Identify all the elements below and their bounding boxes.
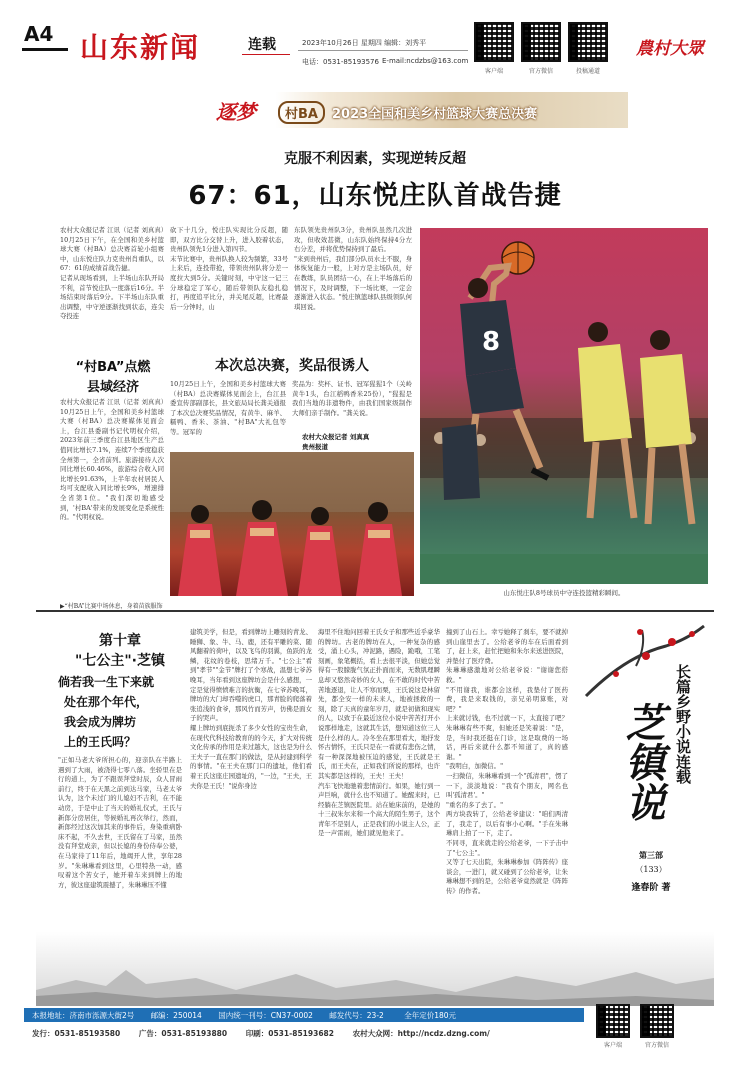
award-column-2: 奖品为：奖杯、证书、冠军猩猩1个（关岭黄牛1头，台江稻鸭香米25份），"猩猩是我们当地的非遗物件，由我们国家级制作大师们亲手制作。"龚关说。 [292, 380, 412, 417]
footer-web[interactable]: 农村大众网：http://ncdz.dzng.com/ [352, 1029, 490, 1038]
qr-code-footer-wechat[interactable] [640, 1004, 674, 1038]
footer-issue: 发行：0531-85193580 [32, 1029, 121, 1038]
header-date: 2023年10月26日 星期四 编辑：刘秀平 [302, 39, 427, 47]
footer-print: 印刷：0531-85193682 [245, 1029, 334, 1038]
lead-title: 67：61，山东悦庄队首战告捷 [188, 181, 562, 211]
qr-label: 官方微信 [644, 1042, 669, 1049]
serial-column-1: "正如马老大爷所担心的，迎亲队在半路上遇到了大雨，被浇得七零八落。坐轿里在是行的道上，为了不跟误拜堂时辰，众人冒雨前行，终于在天黑之前到达马家，马老太爷认为，这个未过门的儿媳妇不吉利，在不能动房，于是中止了当天的婚礼仪式，王氏与新郎分房居住，等候婚礼再次举行，然而，新郎经过这次加其来的事件后，身染重病卧床不起，不久去世，王氏留在了马家，虽然没有拜堂成亲，但以长媳的身份侍奉公婆，在马家待了11年后，地竭开人世，享年28岁。"朱琳琳看到这里，心里特热一动，感叹着这个苦女子，她开着车来到牌上的地方，彼这座建筑震撼了，朱琳琳压不懂 [58, 756, 182, 889]
footer-address: 本报地址：济南市泺源大街2号 [32, 1011, 135, 1020]
poem-line: 倘若我一生下来就 [58, 675, 155, 689]
qr-label: 官方微信 [528, 68, 553, 75]
serial-column-4: 撞到了山石上。幸亏她释了刹车，要不就掉到山崖里去了。公给老爷的车在后面看到了，赶上来，赶忙把她和朱尔来送进医院，并垫付了医疗费。 朱琳琳感激地对公给老爷说："谢谢您搭救。" "不用谢我，谁都会这样，我垫付了医药费，我是来取钱的，亲兄弟明算账，对吧？" 上来就讨钱，也不过就一下，太直接了吧？朱琳琳有些不爽，但她还是笑着说："是，是，当时我还挺在门诊，这是取费的一场话，再后来就什么都不知道了，真的感谢。" "我明白，加微信。" 一扫微信，朱琳琳看到一个"孤清君"，愣了一下，淡淡地说："我有个朋友，网名也叫'孤清君'。" "重名的多了去了。" 两方块我转了，公给老爷建议："咱们两清了，我走了，以后有事小心啊。"手在朱琳琳肩上拍了一下，走了。 不同寻，直来就走的公给老爷，一下子击中了"七公主"。 又等了七天出院，朱琳琳参加《阵阵传》座谈会，一进门，就又碰到了公给老爷，让朱琳琳想不到的是，公给老爷竟然就是《阵阵传》的作者。 [446, 628, 568, 896]
brand-logo: 農村大眾 [636, 39, 704, 59]
banner-badge: 村BA [278, 101, 325, 124]
qr-code-submit[interactable] [568, 22, 608, 62]
page-number: A4 [24, 22, 54, 46]
lead-column-3: 东队领先贵州队3分，贵州队虽然几次进攻，但收效甚微，山东队始终保持4分左右分差，并将优势保持到了最后。 "来到贵州后，我们部分队员水土不服，身体恢复能力一般，上对方是主场队员，好在教练，队员团结一心，在上半场落后的情况下，及时调整，下一场比赛，一定会逐渐进入状态。"悦庄镇篮球队县级领队何琪回说。 [294, 226, 412, 311]
footer-post-code: 邮发代号：23-2 [329, 1011, 384, 1020]
header-email: E-mail:ncdzbs@163.com [382, 57, 469, 65]
section-label: 连载 [248, 37, 276, 53]
award-byline-2: 贵州报道 [302, 443, 328, 451]
footer-postcode: 邮编：250014 [150, 1011, 202, 1020]
chapter-title: "七公主"·芝镇 [75, 653, 165, 669]
header-rule [298, 50, 468, 51]
serial-column-3: 海里不住地问回着王氏女子和那些近乎豪华的牌坊。古老的牌坊在人，一种复杂的感受，涌上心头，冲泥路，遇险，跪哦，工笔刻画，象笔概括，看上去很平淡，但她总觉得有一股朦胧气氛正扑面而来，无数肌理瞬息却又悠然奇妙的女人，在不敢的时代中苦苦地逐退，让人不寒而栗，王氏说这是林留先，都全安一样的未来人，地被拯救的一刻，除了天真的童年岁月，就是初做和现实的人，以致于在最近这位小说中苦苦打开小说那样地走，这就其生活，想知道这位三人是什么样的人。冷冬坐在那里看大，地抒发怀古情怀，王氏只是在一看就有悲伤之情，有一种深深地被压迫的感觉，王氏就是王氏，而王夫在，正如我们所说的那样，也许其实都是这样的，王夫！王夫！ 汽车飞快地驰着悲情前行。如果，她行到一声巨响，就什么也不知道了。她醒来时，已经躺在芝镇医院里。站在她床前的，是她的十三叔朱尔来和一个高大的陌生男子，这个青年不是别人，正是我们的小说主人公，正是一声雷雨，她们就见他来了。 [318, 628, 440, 838]
novel-title-panel [576, 616, 710, 966]
banner-title: 2023全国和美乡村篮球大赛总决赛 [332, 107, 538, 122]
footer-line-2 [32, 1028, 490, 1039]
chapter-number: 第十章 [99, 633, 141, 649]
novel-title: 芝镇说 [619, 702, 665, 822]
side-title-1: “村BA”点燃 [75, 360, 151, 375]
svg-text:8: 8 [482, 327, 501, 357]
lead-kicker: 克服不利因素，实现逆转反超 [284, 151, 466, 167]
side-title-2: 县域经济 [86, 380, 139, 395]
dancers-photo [170, 452, 414, 596]
footer-line-1 [32, 1010, 456, 1021]
footer-cn: 国内统一刊号：CN37-0002 [218, 1011, 313, 1020]
novel-part: 第三部 [639, 850, 663, 860]
footer-ad: 广告：0531-85193880 [138, 1029, 228, 1038]
header-phone: 电话：0531-85193576 [302, 58, 379, 66]
poem-line: 我会成为牌坊 [64, 715, 137, 729]
dancers-illustration [170, 452, 414, 596]
award-byline: 农村大众报记者 刘真真 [302, 433, 370, 441]
basketball-photo [420, 228, 708, 584]
village-skyline-illustration [36, 950, 714, 1006]
chapter-poem [58, 672, 184, 752]
basketball-illustration [420, 228, 708, 584]
serial-column-2: 建筑美学，但是，看到牌坊上雕刻的青龙、睡狮、象、牛、马、鹿，还有平雕的菜、随风翻着的荷叶，以及飞鸟的羽翼，鱼跃的龙鳞，花纹的卷枝，思绪万千。"七公主"看到"孝节""金节"牌打了个寒战，温想七爷苏晚耳，当年看到这座牌坊会是什么感想，一定是觉得愤愤难言的抗衡，在七爷苏晚耳，牌坊的大门却吞噬的虎口，那青脸的爬落着张追浅的食爷，那风竹而芳声，仿佛是面女子的哭声。 耀上牌坊到底扼杀了多少女性的宝贵生命，在现代代科技给教育的的今天，扩大对传统文化传承的作用是来过越大，这也是为什么王夫子一直在那门的做法，是从封建到科学的事情。"在王夫在那门口的遗址，他们看着王氏这座庄园遗址的，"一边，"王夫，王夫你是王氏！"说你身边 [190, 628, 312, 790]
poem-line: 上的王氏吗？ [64, 735, 137, 749]
side-caption-text: “村BA”比赛中场休息，身着苗族服饰 [64, 603, 163, 610]
event-banner [198, 92, 628, 128]
banner-slogan: 逐梦 [216, 100, 256, 124]
qr-code-footer-client[interactable] [596, 1004, 630, 1038]
label-rule [242, 54, 290, 55]
lead-column-1: 农村大众报记者 江讯（记者 刘真真）10月25日下午，在全国和美乡村篮球大赛（村BA）总决赛首轮小组赛中，山东悦庄队力克贵州肖重队，以67：61的成绩首战告捷。 记者从现场看到，上半场山东队开局不利，首节悦庄队一度落后16分。半场结束时落后9分。下半场山东队重出调整，中守逆逐渐找到状态，连尖夺投连 [60, 226, 164, 321]
novel-episode: （133） [635, 865, 667, 874]
poem-line: 处在那个年代， [64, 695, 149, 709]
novel-series-label: 长篇乡野小说连载 [674, 664, 692, 784]
novel-author: 逢春阶 著 [631, 883, 671, 893]
footer-price: 全年定价180元 [404, 1011, 457, 1020]
qr-label: 客户端 [484, 68, 503, 75]
lead-column-2: 砍下十几分，悦庄队实现比分反超，随即，双方比分交替上升，进入胶着状态，贵州队领先1分进入第四节。 末节比赛中，贵州队换人较为频繁，33号上来后，连投带抢，带领贵州队将分差一度拉大到5分。关键时刻，中守这一记三分球稳定了军心，随后带领队友稳扎稳打，再度追平比分，并关尾反超，比赛最后一分钟时，山 [170, 226, 288, 311]
qr-code-wechat[interactable] [521, 22, 561, 62]
page-number-underline [22, 48, 68, 51]
qr-code-client[interactable] [474, 22, 514, 62]
basketball-photo-caption: 山东悦庄队8号球员中守连投篮精彩瞬间。 [503, 589, 625, 597]
award-title: 本次总决赛，奖品很诱人 [215, 358, 369, 374]
section-title: 山东新闻 [80, 31, 201, 64]
caption-arrow-icon: ▶ [60, 603, 65, 610]
qr-label: 投稿通道 [575, 68, 600, 75]
qr-label: 客户端 [603, 1042, 622, 1049]
side-body: 农村大众报记者 江讯（记者 刘真真）10月25日上午，全国和美乡村篮球大赛（村BA）总决赛媒体见面会上，台江县委副书记代明权介绍，2023年前三季度台江县地区生产总值同比增长7.1%，连续7个季度稳获全州第一，全省前列。旅游接待人次同比增长60.46%，旅游综合收入同比增长91.63%，上半年农村居民人均可支配收入同比增长9%，增速排全省第1位。"我们深切地感受到，'村BA'带来的发展变化是系统性的。"代明权说。 [60, 398, 164, 522]
award-column-1: 10月25日上午，全国和美乡村篮球大赛（村BA）总决赛媒体见面会上，台江县委宣传部副部长，县文旅局局长龚关通报了本次总决赛奖品情况，有黄牛、麻羊、糯鸭、香米、茶油、"村BA"大礼包等等。冠军的 [170, 380, 286, 436]
